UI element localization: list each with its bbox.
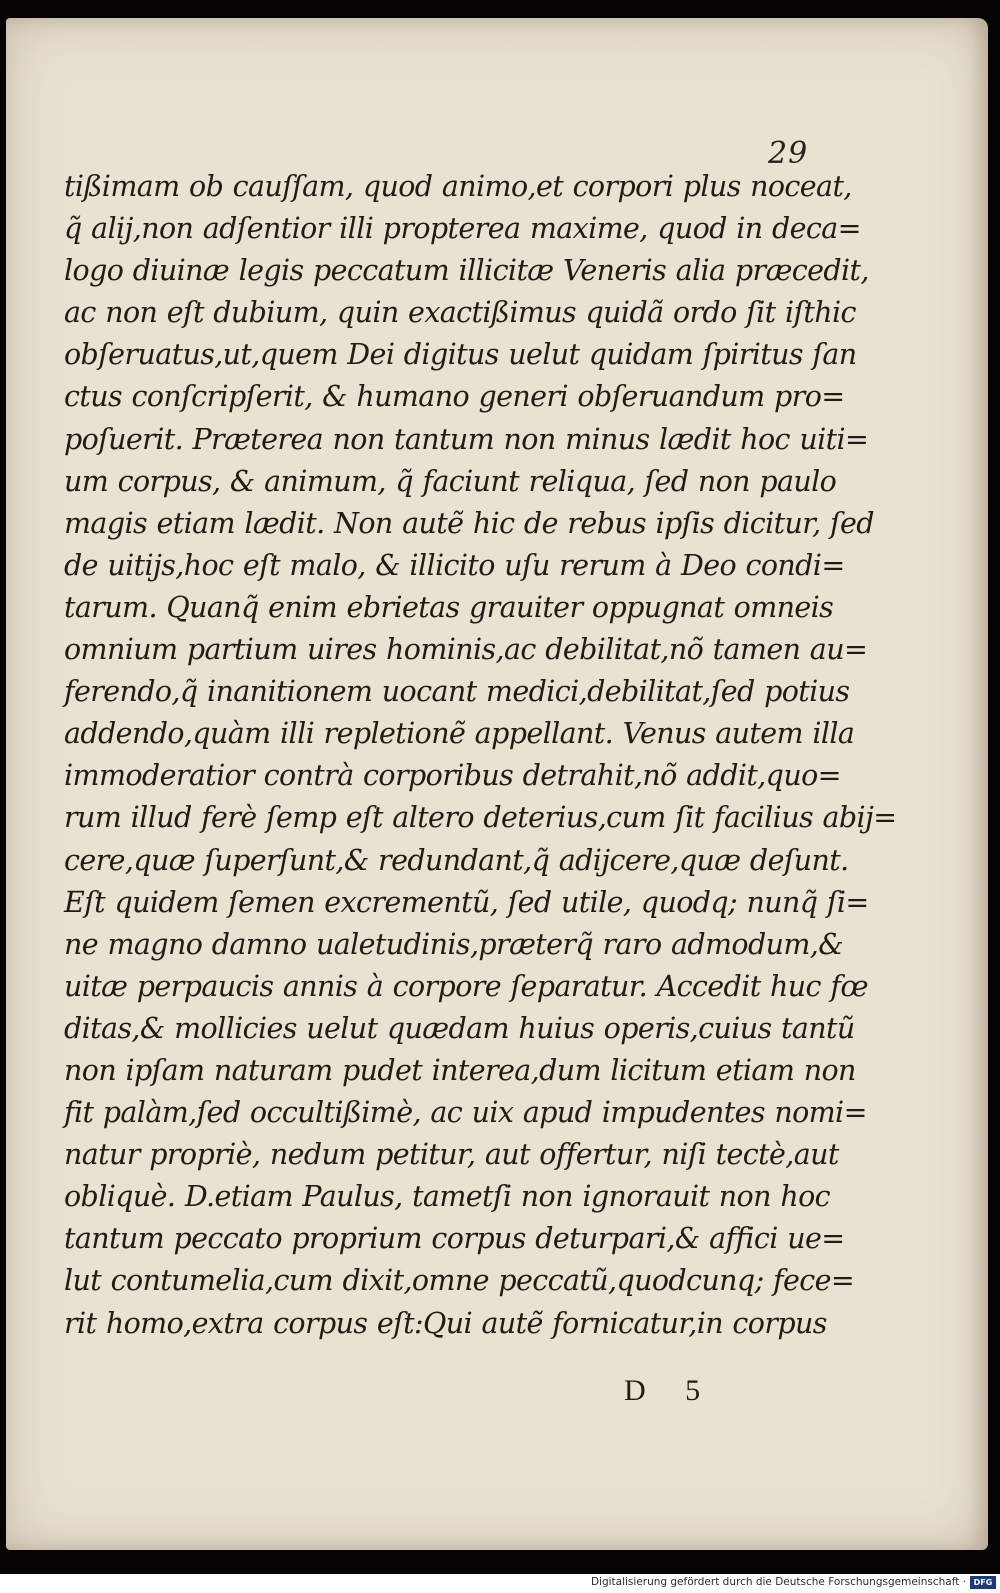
footer-credit: Digitalisierung gefördert durch die Deutsche Forschungsgemeinschaft · [590, 1576, 966, 1588]
text-line: addendo,quàm illi repletionẽ appellant. Venus autem illa [64, 717, 855, 751]
text-line: rit homo,extra corpus eſt:Qui autẽ fornicatur,in corpus [64, 1306, 827, 1340]
book-page [6, 18, 988, 1550]
text-line: uitæ perpaucis annis à corpore ſeparatur. Accedit huc fœ [64, 969, 868, 1003]
body-text [64, 166, 897, 1345]
text-line: ditas,& mollicies uelut quædam huius operis,cuius tantũ [64, 1011, 855, 1045]
text-line: rum illud ferè ſemp eſt altero deterius,cum ſit facilius abij= [64, 801, 897, 835]
text-line: obliquè. D.etiam Paulus, tametſi non ignorauit non hoc [64, 1180, 830, 1214]
text-line: ctus conſcripſerit, & humano generi obſeruandum pro= [64, 380, 845, 414]
text-line: omnium partium uires hominis,ac debilitat,nõ tamen au= [64, 633, 868, 667]
text-line: um corpus, & animum, q̃ faciunt reliqua, ſed non paulo [64, 464, 837, 498]
text-line: tißimam ob cauſſam, quod animo,et corpori plus noceat, [64, 170, 852, 203]
page-number: 29 [768, 136, 809, 171]
text-line: non ipſam naturam pudet interea,dum licitum etiam non [64, 1053, 856, 1087]
text-line: natur propriè, nedum petitur, aut offertur, niſi tectè,aut [64, 1138, 839, 1172]
text-line: logo diuinæ legis peccatum illicitæ Veneris alia præcedit, [64, 254, 869, 288]
text-line: immoderatior contrà corporibus detrahit,nõ addit,quo= [64, 759, 841, 793]
dfg-logo-icon: DFG [970, 1576, 996, 1589]
text-line: Eſt quidem ſemen excrementũ, ſed utile, quodq; nunq̃ ſi= [64, 885, 869, 919]
text-line: ferendo,q̃ inanitionem uocant medici,debilitat,ſed potius [64, 675, 850, 709]
text-line: fit palàm,ſed occultißimè, ac uix apud impudentes nomi= [64, 1096, 867, 1130]
text-line: poſuerit. Præterea non tantum non minus lædit hoc uiti= [64, 422, 869, 456]
text-line: magis etiam lædit. Non autẽ hic de rebus ipſis dicitur, ſed [64, 506, 874, 540]
text-line: tantum peccato proprium corpus deturpari,& affici ue= [64, 1222, 845, 1256]
text-line: q̃ alij,non adſentior illi propterea maxime, quod in deca= [64, 212, 861, 246]
text-line: lut contumelia,cum dixit,omne peccatũ,quodcunq; fece= [64, 1264, 855, 1298]
text-line: tarum. Quanq̃ enim ebrietas grauiter oppugnat omneis [64, 590, 834, 624]
signature-mark: D 5 [624, 1374, 703, 1407]
text-line: cere,quæ ſuperſunt,& redundant,q̃ adijcere,quæ deſunt. [64, 843, 849, 877]
text-line: ac non eſt dubium, quin exactißimus quidã ordo ſit iſthic [64, 296, 856, 330]
text-line: de uitijs,hoc eſt malo, & illicito uſu rerum à Deo condi= [64, 548, 845, 582]
text-line: obſeruatus,ut,quem Dei digitus uelut quidam ſpiritus ſan [64, 338, 857, 372]
text-line: ne magno damno ualetudinis,præterq̃ raro admodum,& [64, 927, 844, 961]
